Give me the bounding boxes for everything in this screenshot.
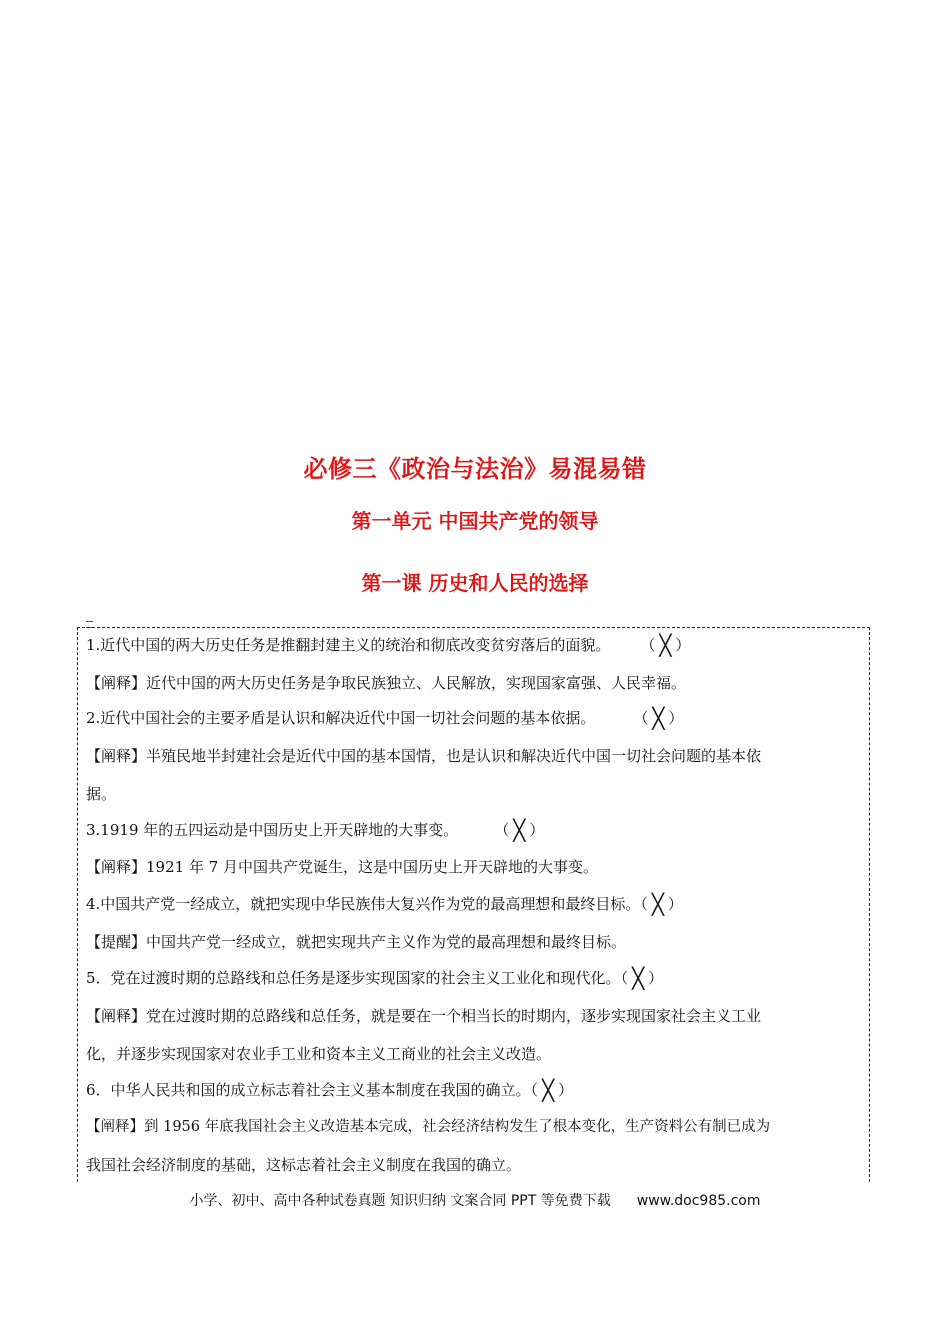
explanation-5-line-2: 化，并逐步实现国家对农业手工业和资本主义工商业的社会主义改造。 (86, 1045, 552, 1063)
explanation-6-line-2: 我国社会经济制度的基础，这标志着社会主义制度在我国的确立。 (86, 1156, 522, 1174)
document-title: 必修三《政治与法治》易混易错 (303, 455, 647, 483)
paren-close: ） (529, 821, 545, 839)
question-6-text: 6．中华人民共和国的成立标志着社会主义基本制度在我国的确立。 (86, 1081, 531, 1099)
cross-mark-icon: ╳ (632, 966, 645, 990)
question-1 (86, 635, 690, 655)
question-2-text: 2.近代中国社会的主要矛盾是认识和解决近代中国一切社会问题的基本依据。 (86, 709, 596, 727)
paren-close: ） (668, 709, 684, 727)
paren-open: （ (633, 709, 649, 727)
question-2 (86, 708, 683, 728)
lesson-title: 第一课 历史和人民的选择 (361, 571, 589, 595)
explanation-3: 【阐释】1921 年 7 月中国共产党诞生，这是中国历史上开天辟地的大事变。 (86, 858, 599, 876)
question-1-text: 1.近代中国的两大历史任务是推翻封建主义的统治和彻底改变贫穷落后的面貌。 (86, 636, 611, 654)
question-4-text: 4.中国共产党一经成立，就把实现中华民族伟大复兴作为党的最高理想和最终目标。 (86, 895, 641, 913)
paren-open: （ (640, 636, 656, 654)
question-5-text: 5．党在过渡时期的总路线和总任务是逐步实现国家的社会主义工业化和现代化。 (86, 969, 621, 987)
cross-mark-icon: ╳ (652, 706, 665, 730)
question-6 (86, 1080, 573, 1100)
question-3-text: 3.1919 年的五四运动是中国历史上开天辟地的大事变。 (86, 821, 459, 839)
paren-close: ） (558, 1081, 574, 1099)
cross-mark-icon: ╳ (513, 818, 526, 842)
unit-title: 第一单元 中国共产党的领导 (351, 509, 599, 533)
explanation-2-line-1: 【阐释】半殖民地半封建社会是近代中国的基本国情，也是认识和解决近代中国一切社会问题的基本依 (86, 747, 762, 765)
paren-open: （ (640, 895, 648, 913)
paren-open: （ (620, 969, 629, 987)
cross-mark-icon: ╳ (542, 1078, 555, 1102)
question-4 (86, 894, 683, 914)
explanation-2-line-2: 据。 (86, 785, 117, 803)
cross-mark-icon: ╳ (651, 892, 664, 916)
paren-open: （ (530, 1081, 539, 1099)
reminder-4: 【提醒】中国共产党一经成立，就把实现共产主义作为党的最高理想和最终目标。 (86, 933, 627, 951)
footer-text: 小学、初中、高中各种试卷真题 知识归纳 文案合同 PPT 等免费下载 (189, 1193, 611, 1209)
question-5 (86, 968, 663, 988)
paren-open: （ (494, 821, 510, 839)
paren-close: ） (675, 636, 691, 654)
cross-mark-icon: ╳ (659, 633, 672, 657)
explanation-6-line-1: 【阐释】到 1956 年底我国社会主义改造基本完成，社会经济结构发生了根本变化，生产资料公有制已成为 (86, 1119, 771, 1135)
footer-url-link[interactable]: www.doc985.com (636, 1193, 761, 1209)
explanation-1: 【阐释】近代中国的两大历史任务是争取民族独立、人民解放，实现国家富强、人民幸福。 (86, 674, 687, 692)
footer (0, 1190, 950, 1210)
paren-close: ） (667, 895, 683, 913)
paren-close: ） (648, 969, 664, 987)
explanation-5-line-1: 【阐释】党在过渡时期的总路线和总任务，就是要在一个相当长的时期内，逐步实现国家社会主义工业 (86, 1007, 762, 1025)
question-3 (86, 820, 544, 840)
